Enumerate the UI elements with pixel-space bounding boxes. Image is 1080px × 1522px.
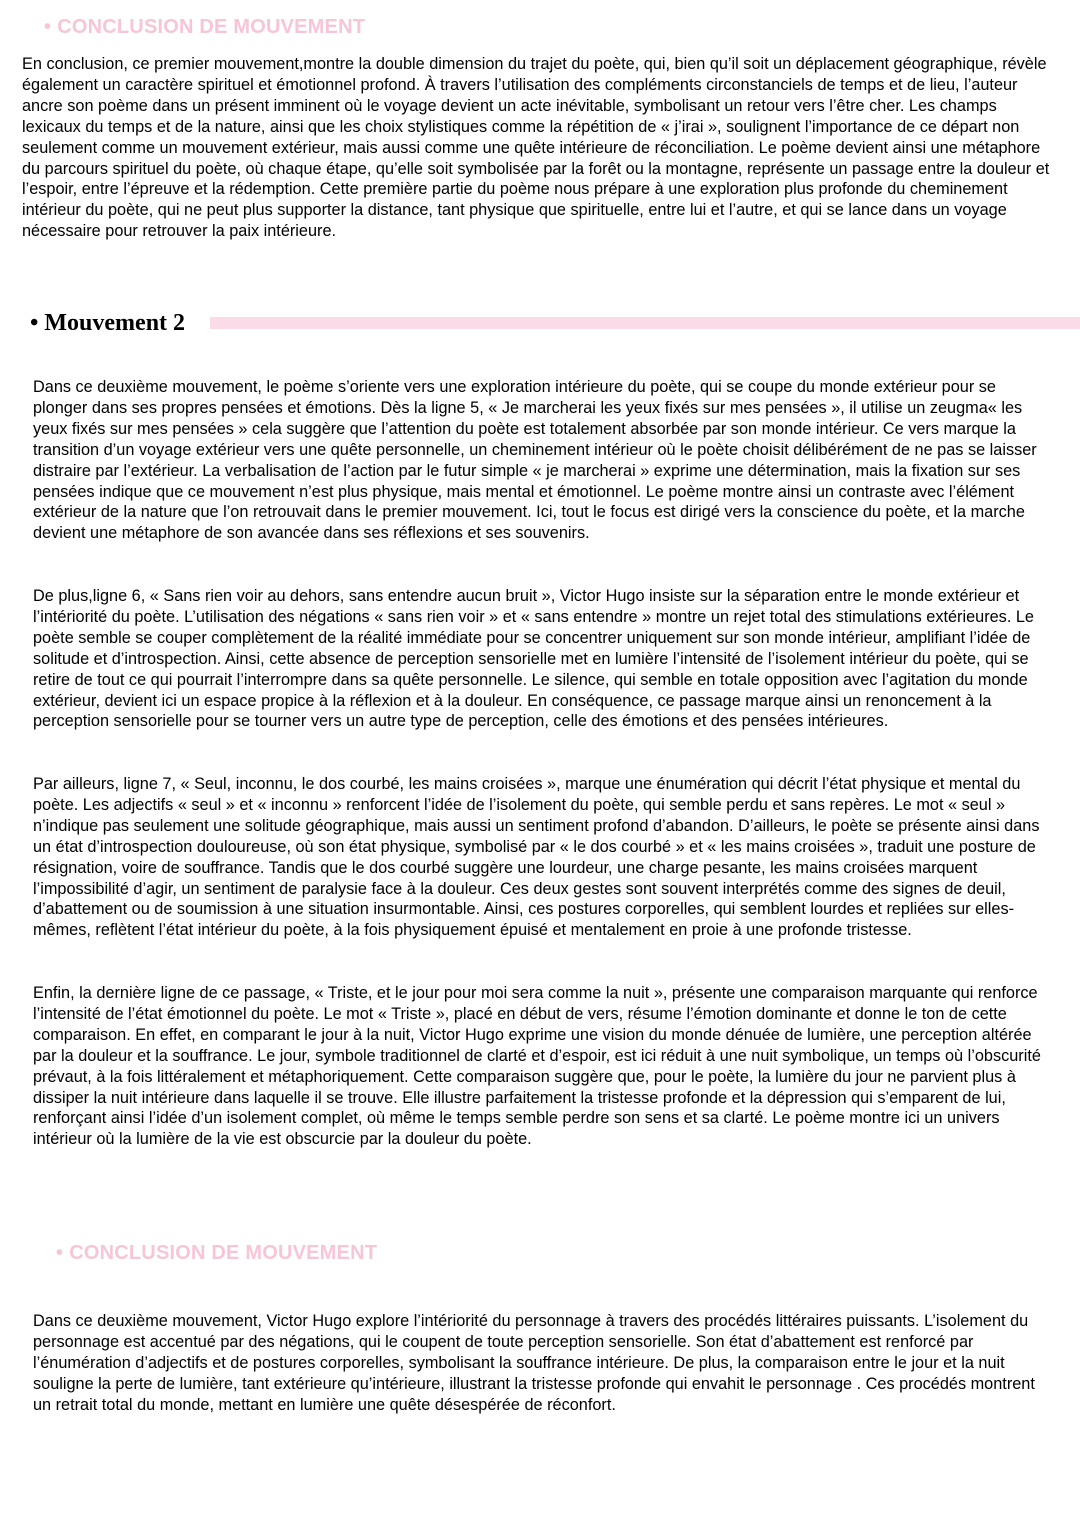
analysis-paragraph-4: Enfin, la dernière ligne de ce passage, « Triste, et le jour pour moi sera comme la nuit », présente une comparaison marquante qui renforce l’intensité de l’état émotionnel du poète. Le mot « Triste », placé en début de vers, résume l’émotion dominante et donne le ton de cette comparaison. En effet, en comparant le jour à la nuit, Victor Hugo exprime une vision du monde dénuée de lumière, une perception altérée par la douleur et la souffrance. Le jour, symbole traditionnel de clarté et d’espoir, est ici réduit à une nuit symbolique, un temps où l’obscurité prévaut, à la fois littéralement et métaphoriquement. Cette comparaison suggère que, pour le poète, la lumière du jour ne parvient plus à dissiper la nuit intérieure dans laquelle il se trouve. Elle illustre parfaitement la tristesse profonde et la dépression qui s’emparent de lui, renforçant ainsi l’idée d’un isolement complet, où même le temps semble perdre son sens et sa clarté. Le poème montre ici un univers intérieur où la lumière de la vie est obscurcie par la douleur du poète. (33, 984, 1041, 1149)
heading-title: • Mouvement 2 (30, 310, 186, 336)
conclusion-label-1 (44, 16, 365, 39)
analysis-paragraph-1: Dans ce deuxième mouvement, le poème s’oriente vers une exploration intérieure du poète, qui se coupe du monde extérieur pour se plonger dans ses propres pensées et émotions. Dès la ligne 5, « Je marcherai les yeux fixés sur mes pensées », il utilise un zeugma« les yeux fixés sur mes pensées » cela suggère que l’attention du poète est totalement absorbée par son monde intérieur. Ce vers marque la transition d’un voyage extérieur vers une quête personnelle, un cheminement intérieur où le poète choisit délibérément de ne pas se laisser distraire par l’extérieur. La verbalisation de l’action par le futur simple « je marcherai » exprime une détermination, mais la fixation sur ses pensées indique que ce mouvement n’est plus physique, mais mental et émotionnel. Le poème montre ainsi un contraste avec l’élément extérieur de la nature que l’on retrouvait dans le premier mouvement. Ici, tout le focus est dirigé vers la conscience du poète, et la marche devient une métaphore de son avancée dans ses réflexions et ses souvenirs. (33, 378, 1037, 543)
bullet-icon: • (44, 16, 52, 38)
analysis-paragraph-3: Par ailleurs, ligne 7, « Seul, inconnu, le dos courbé, les mains croisées », marque une énumération qui décrit l’état physique et mental du poète. Les adjectifs « seul » et « inconnu » renforcent l’idée de l’isolement du poète, qui semble perdu et sans repères. Le mot « seul » n’indique pas seulement une solitude géographique, mais aussi un sentiment profond d’abandon. D’ailleurs, le poète se présente ainsi dans un état d’introspection douloureuse, où son état physique, symbolisé par « le dos courbé » et « les mains croisées », traduit une posture de résignation, voire de souffrance. Tandis que le dos courbé suggère une lourdeur, une charge pesante, les mains croisées marquent l’impossibilité d’agir, un sentiment de paralysie face à la douleur. Ces deux gestes sont souvent interprétés comme des signes de deuil, d’abattement ou de soumission à une situation insurmontable. Ainsi, ces postures corporelles, qui semblent lourdes et repliées sur elles-mêmes, reflètent l’état intérieur du poète, à la fois physiquement épuisé et mentalement en proie à une profonde tristesse. (33, 775, 1040, 940)
analysis-paragraph-2: De plus,ligne 6, « Sans rien voir au dehors, sans entendre aucun bruit », Victor Hugo insiste sur la séparation entre le monde extérieur et l’intériorité du poète. L’utilisation des négations « sans rien voir » et « sans entendre » montre un rejet total des stimulations extérieures. Le poète semble se couper complètement de la réalité immédiate pour se concentrer uniquement sur son monde intérieur, amplifiant l’idée de solitude et d’introspection. Ainsi, cette absence de perception sensorielle met en lumière l’intensité de l’isolement intérieur du poète, qui se retire de tout ce qui pourrait l’interrompre dans sa quête personnelle. Le silence, qui semble en totale opposition avec l’agitation du monde extérieur, devient ici un espace propice à la réflexion et à la douleur. En conséquence, ce passage marque ainsi un renoncement à la perception sensorielle pour se tourner vers un autre type de perception, celle des émotions et des pensées intérieures. (33, 587, 1034, 731)
conclusion-paragraph-1: En conclusion, ce premier mouvement,montre la double dimension du trajet du poète, qui, bien qu’il soit un déplacement géographique, révèle également un caractère spirituel et émotionnel profond. À travers l’utilisation des compléments circonstanciels de temps et de lieu, l’auteur ancre son poème dans un présent imminent où le voyage devient un acte inévitable, symbolisant un retour vers l’être cher. Les champs lexicaux du temps et de la nature, ainsi que les choix stylistiques comme la répétition de « j’irai », soulignent l’importance de ce départ non seulement comme un mouvement extérieur, mais aussi comme une quête intérieure de réconciliation. Le poème devient ainsi une métaphore du parcours spirituel du poète, où chaque étape, qu’elle soit symbolisée par la forêt ou la montagne, représente un passage entre la douleur et l’espoir, entre l’épreuve et la rédemption. Cette première partie du poème nous prépare à une exploration plus profonde du cheminement intérieur du poète, qui ne peut plus supporter la distance, tant physique que spirituelle, entre lui et l’autre, et qui se lance dans un voyage nécessaire pour retrouver la paix intérieure. (22, 55, 1050, 241)
conclusion-paragraph-2: Dans ce deuxième mouvement, Victor Hugo explore l’intériorité du personnage à travers des procédés littéraires puissants. L’isolement du personnage est accentué par des négations, qui le coupent de toute perception sensorielle. Son état d’abattement est renforcé par l’énumération d’adjectifs et de postures corporelles, symbolisant la souffrance intérieure. De plus, la comparaison entre le jour et la nuit souligne la perte de lumière, tant extérieure qu’intérieure, illustrant la tristesse profonde qui envahit le personnage . Ces procédés montrent un retrait total du monde, mettant en lumière une quête désespérée de réconfort. (33, 1312, 1035, 1414)
conclusion-label-text: CONCLUSION DE MOUVEMENT (57, 16, 366, 38)
conclusion-label-text: CONCLUSION DE MOUVEMENT (69, 1242, 378, 1264)
conclusion-label-2 (56, 1242, 377, 1265)
heading-decorative-rule (210, 317, 1080, 329)
bullet-icon: • (56, 1242, 64, 1264)
section-heading-mouvement-2 (30, 307, 1080, 341)
